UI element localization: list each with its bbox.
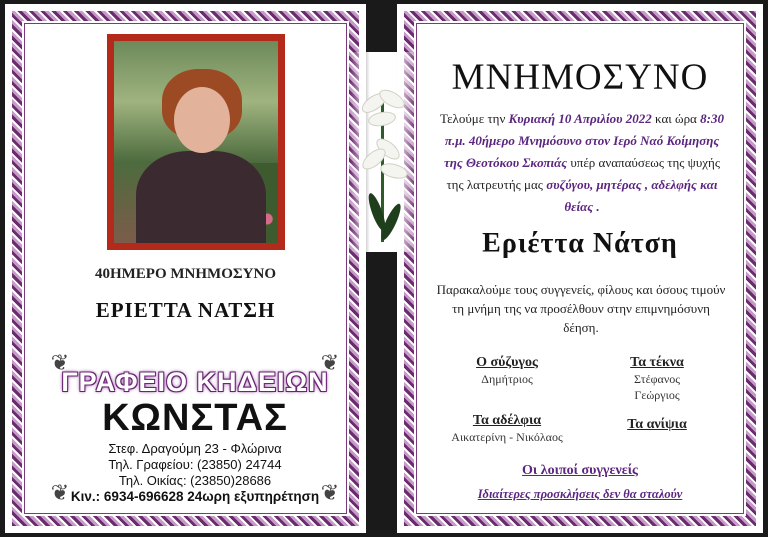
ad-address: Στεφ. Δραγούμη 23 - Φλώρινα bbox=[108, 441, 282, 456]
ad-home-phone: Τηλ. Οικίας: (23850)28686 bbox=[118, 473, 272, 488]
deceased-relations: συζύγου, μητέρας , αδελφής και θείας bbox=[546, 177, 718, 214]
ad-brand: ΓΡΑΦΕΙΟ ΚΗΔΕΙΩΝ bbox=[61, 367, 329, 397]
ornament-icon: ❦ bbox=[320, 350, 340, 375]
lily-flower-icon bbox=[350, 52, 416, 252]
memorial-card-left bbox=[5, 4, 366, 533]
ornament-icon: ❦ bbox=[50, 350, 70, 375]
memorial-title: 40ΗΜΕΡΟ ΜΝΗΜΟΣΥΝΟ bbox=[94, 266, 277, 282]
portrait-photo bbox=[107, 34, 285, 250]
siblings-block bbox=[427, 413, 587, 445]
ornament-icon: ❦ bbox=[320, 480, 340, 505]
child-name: Γεώργιος bbox=[634, 388, 680, 402]
nephews-heading: Τα ανίψια bbox=[627, 417, 687, 432]
intro-text: . bbox=[593, 199, 600, 214]
no-invitations-note: Ιδιαίτερες προσκλήσεις δεν θα σταλούν bbox=[477, 487, 683, 501]
memorial-heading: ΜΝΗΜΟΣΥΝΟ bbox=[451, 57, 709, 98]
nephews-block bbox=[587, 417, 727, 433]
siblings-heading: Τα αδέλφια bbox=[472, 413, 542, 428]
ad-office-phone: Τηλ. Γραφείου: (23850) 24744 bbox=[108, 457, 282, 472]
deceased-name: ΕΡΙΕΤΤΑ ΝΑΤΣΗ bbox=[95, 298, 276, 322]
spouse-name: Δημήτριος bbox=[481, 372, 533, 386]
ad-owner: ΚΩΝΣΤΑΣ bbox=[102, 397, 288, 439]
children-heading: Τα τέκνα bbox=[630, 355, 684, 370]
ornament-icon: ❦ bbox=[50, 480, 70, 505]
spouse-block bbox=[437, 355, 577, 387]
funeral-home-ad bbox=[46, 349, 344, 507]
ceremony-time-location: 8:30 π.μ. 40ήμερο Μνημόσυνο στον Ιερό Ναό Κοίμησης της Θεοτόκου Σκοπιάς bbox=[444, 111, 724, 170]
siblings-names: Αικατερίνη - Νικόλαος bbox=[451, 430, 563, 444]
memorial-card-right bbox=[397, 4, 763, 533]
ceremony-date: Κυριακή 10 Απριλίου 2022 bbox=[508, 111, 652, 126]
other-relatives: Οι λοιποί συγγενείς bbox=[522, 463, 638, 478]
ad-mobile: Κιν.: 6934-696628 24ωρη εξυπηρέτηση bbox=[70, 489, 320, 504]
deceased-name-script: Εριέττα Νάτση bbox=[482, 228, 678, 259]
intro-text: Τελούμε την bbox=[440, 111, 509, 126]
child-name: Στέφανος bbox=[633, 372, 681, 386]
children-block bbox=[587, 355, 727, 403]
ceremony-announcement bbox=[437, 108, 727, 218]
intro-text: και ώρα bbox=[651, 111, 701, 126]
intro-text: υπέρ αναπαύσεως της ψυχής της λατρευτής μας bbox=[446, 155, 720, 192]
spouse-heading: Ο σύζυγος bbox=[476, 355, 538, 370]
invitation-text: Παρακαλούμε τους συγγενείς, φίλους και όσους τιμούν τη μνήμη της να προσέλθουν στην επιμνημόσυνη δέηση. bbox=[436, 282, 726, 335]
